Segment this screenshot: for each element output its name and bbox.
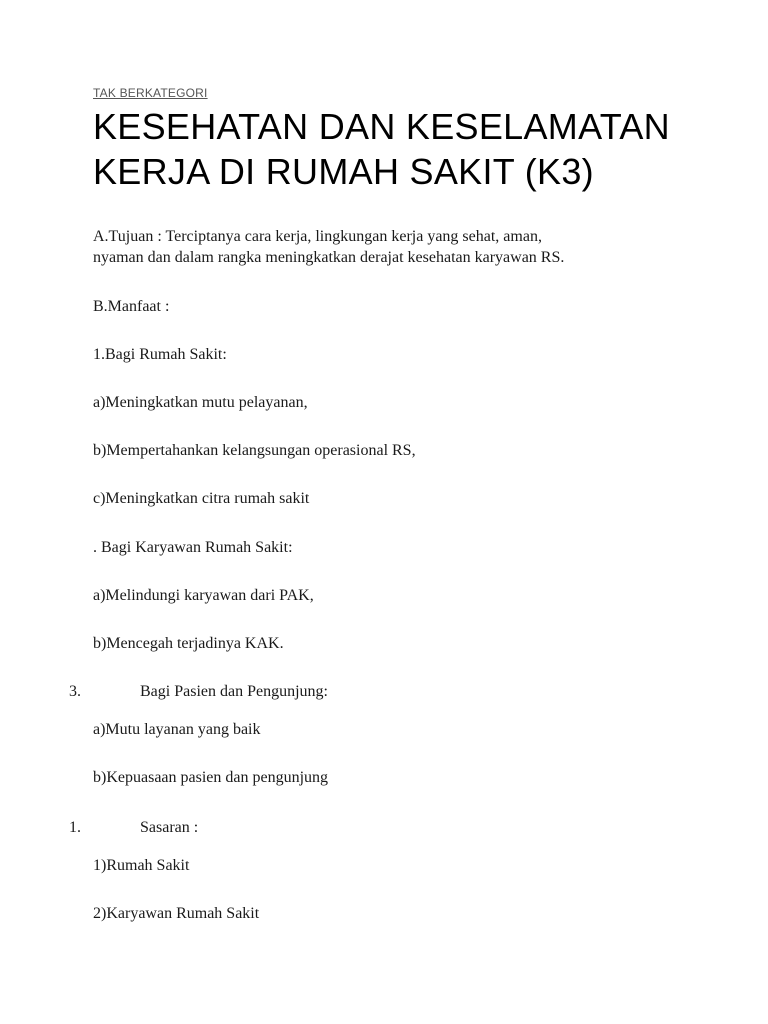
page-title: KESEHATAN DAN KESELAMATAN KERJA DI RUMAH SAKIT (K3)	[93, 106, 670, 192]
rumah-sakit-item-b: b)Mempertahankan kelangsungan operasional RS,	[93, 442, 416, 459]
rumah-sakit-item-c: c)Meningkatkan citra rumah sakit	[93, 490, 310, 507]
manfaat-heading: B.Manfaat :	[93, 298, 170, 315]
karyawan-heading: . Bagi Karyawan Rumah Sakit:	[93, 539, 293, 556]
rumah-sakit-item-a: a)Meningkatkan mutu pelayanan,	[93, 394, 308, 411]
karyawan-item-b: b)Mencegah terjadinya KAK.	[93, 635, 284, 652]
tujuan-line-2: nyaman dan dalam rangka meningkatkan derajat kesehatan karyawan RS.	[93, 249, 565, 266]
sasaran-number: 1.	[69, 819, 81, 836]
pasien-heading: Bagi Pasien dan Pengunjung:	[140, 683, 328, 700]
pasien-number: 3.	[69, 683, 81, 700]
pasien-item-a: a)Mutu layanan yang baik	[93, 721, 261, 738]
karyawan-item-a: a)Melindungi karyawan dari PAK,	[93, 587, 314, 604]
rumah-sakit-heading: 1.Bagi Rumah Sakit:	[93, 346, 227, 363]
category-link[interactable]: TAK BERKATEGORI	[93, 86, 208, 100]
sasaran-item-1: 1)Rumah Sakit	[93, 857, 190, 874]
sasaran-item-2: 2)Karyawan Rumah Sakit	[93, 905, 260, 922]
sasaran-heading: Sasaran :	[140, 819, 199, 836]
pasien-item-b: b)Kepuasaan pasien dan pengunjung	[93, 769, 329, 786]
tujuan-line-1: A.Tujuan : Terciptanya cara kerja, lingkungan kerja yang sehat, aman,	[93, 228, 542, 245]
